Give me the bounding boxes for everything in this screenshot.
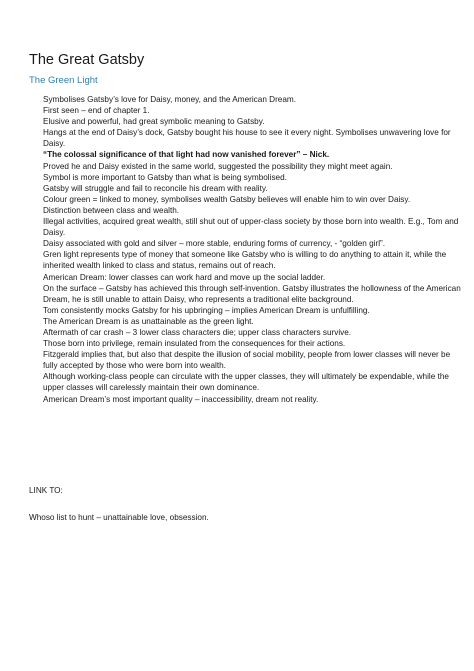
note-line: “The colossal significance of that light had now vanished forever” – Nick. [43,150,330,160]
page-title: The Great Gatsby [29,52,145,68]
note-line: Daisy associated with gold and silver – more stable, enduring forms of currency, - “golden girl”. [43,239,386,249]
note-line: Although working-class people can circulate with the upper classes, they will ultimately be expendable, while the upper classes will carelessly maintain their own dominance. [43,372,449,393]
link-note: Whoso list to hunt – unattainable love, obsession. [29,513,209,522]
note-line: Fitzgerald implies that, but also that despite the illusion of social mobility, people from lower classes will never be fully accepted by those who were born into wealth. [43,350,451,371]
notes-list [43,94,463,405]
note-line: American Dream’s most important quality – inaccessibility, dream not reality. [43,394,319,404]
note-line: Those born into privilege, remain insulated from the consequences for their actions. [43,339,346,349]
link-to-label: LINK TO: [29,486,63,495]
note-line: Symbol is more important to Gatsby than what is being symbolised. [43,172,287,182]
note-line: On the surface – Gatsby has achieved this through self-invention. Gatsby illustrates the hollowness of the American Dream, he is still unable to attain Daisy, who represents a traditional elite background. [43,283,461,304]
note-line: The American Dream is as unattainable as the green light. [43,316,254,326]
note-line: Hangs at the end of Daisy’s dock, Gatsby bought his house to see it every night. Symbolises unwavering love for Daisy. [43,128,451,149]
note-line: Aftermath of car crash – 3 lower class characters die; upper class characters survive. [43,327,352,337]
note-line: Elusive and powerful, had great symbolic meaning to Gatsby. [43,117,265,127]
note-line: Symbolises Gatsby’s love for Daisy, money, and the American Dream. [43,95,297,104]
note-line: Proved he and Daisy existed in the same world, suggested the possibility they might meet again. [43,161,393,171]
note-line: Gren light represents type of money that someone like Gatsby who is willing to do anything to attain it, while the inherited wealth linked to class and status, remains out of reach. [43,250,447,271]
note-line: Tom consistently mocks Gatsby for his upbringing – implies American Dream is unfulfilling. [43,305,370,315]
note-line: Illegal activities, acquired great wealth, still shut out of upper-class society by those born into wealth. E.g., Tom and Daisy. [43,217,459,238]
note-line: Colour green = linked to money, symbolises wealth Gatsby believes will enable him to win over Daisy. [43,194,411,204]
note-line: American Dream: lower classes can work hard and move up the social ladder. [43,272,326,282]
note-line: First seen – end of chapter 1. [43,106,150,116]
note-line: Gatsby will struggle and fail to reconcile his dream with reality. [43,183,268,193]
section-heading: The Green Light [29,75,98,86]
note-line: Distinction between class and wealth. [43,205,180,215]
